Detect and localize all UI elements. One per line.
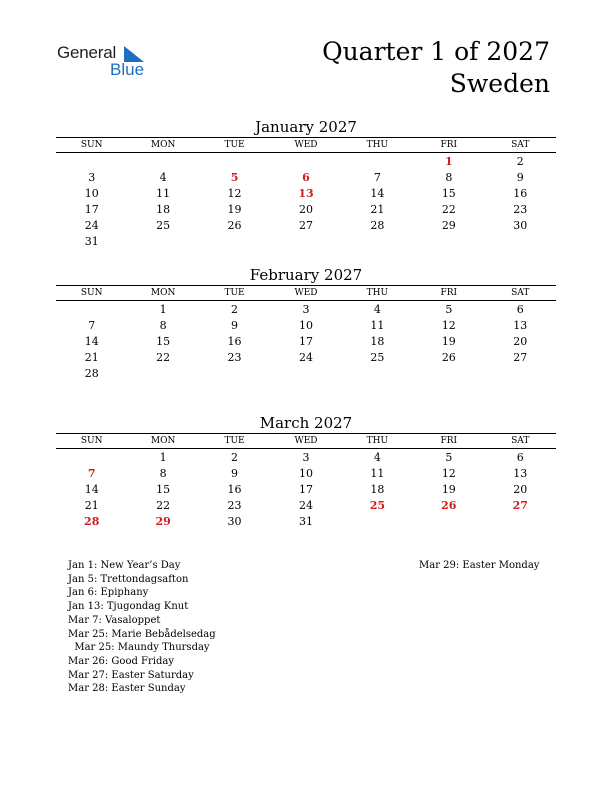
weekday-label: MON	[150, 436, 176, 446]
week-row	[56, 154, 556, 170]
day-cell: 30	[513, 219, 528, 232]
day-cell: 2	[231, 303, 239, 316]
day-cell: 27	[512, 499, 528, 512]
day-cell: 24	[84, 219, 99, 232]
day-cell: 5	[445, 303, 453, 316]
day-cell: 22	[156, 351, 171, 364]
day-cell: 27	[513, 351, 528, 364]
holiday-note: Mar 26: Good Friday	[68, 655, 174, 667]
day-cell: 24	[298, 351, 313, 364]
day-cell: 31	[84, 235, 99, 248]
holiday-note: Jan 1: New Year’s Day	[68, 560, 181, 571]
day-cell: 5	[445, 451, 453, 464]
day-cell: 6	[516, 451, 524, 464]
day-cell: 8	[159, 467, 167, 480]
weekday-label: WED	[294, 140, 318, 150]
day-cell: 6	[302, 171, 310, 184]
day-cell: 26	[441, 351, 456, 364]
day-cell: 2	[516, 155, 524, 168]
day-cell: 18	[370, 335, 385, 348]
day-cell	[199, 154, 270, 170]
day-cell: 25	[369, 499, 386, 512]
day-cell: 14	[84, 335, 99, 348]
weekday-header	[56, 137, 556, 153]
day-cell	[56, 450, 127, 466]
day-cell: 17	[298, 335, 313, 348]
day-cell: 16	[513, 187, 528, 200]
holiday-note: Jan 5: Trettondagsafton	[68, 573, 189, 585]
day-cell: 25	[156, 219, 171, 232]
day-cell: 7	[373, 171, 381, 184]
day-cell: 3	[302, 451, 310, 464]
day-cell: 15	[156, 483, 171, 496]
day-cell: 4	[373, 451, 381, 464]
holiday-list-right	[419, 559, 539, 573]
holiday-note: Mar 27: Easter Saturday	[68, 669, 194, 681]
day-cell: 23	[227, 351, 242, 364]
day-cell: 29	[155, 515, 171, 528]
day-cell	[270, 154, 341, 170]
weekday-label: TUE	[224, 140, 245, 150]
day-cell: 21	[370, 203, 385, 216]
day-cell	[56, 302, 127, 318]
weekday-label: MON	[150, 140, 176, 150]
holiday-note: Mar 25: Maundy Thursday	[68, 642, 210, 654]
day-cell: 18	[370, 483, 385, 496]
day-cell	[199, 234, 270, 250]
day-cell: 6	[516, 303, 524, 316]
weekday-label: TUE	[224, 436, 245, 446]
week-row	[56, 366, 556, 382]
weekday-label: THU	[366, 288, 389, 298]
day-cell: 21	[84, 351, 99, 364]
day-cell: 9	[516, 171, 524, 184]
week-row	[56, 170, 556, 186]
day-cell: 4	[159, 171, 167, 184]
week-row	[56, 482, 556, 498]
day-cell: 20	[513, 335, 528, 348]
page-header	[322, 36, 550, 100]
day-cell: 10	[298, 467, 313, 480]
day-cell: 17	[84, 203, 99, 216]
day-cell	[342, 366, 413, 382]
month-calendar	[56, 117, 556, 250]
day-cell: 7	[87, 467, 96, 480]
day-cell: 1	[159, 451, 167, 464]
day-cell: 13	[513, 467, 528, 480]
weekday-label: SUN	[80, 140, 103, 150]
day-cell: 28	[84, 367, 99, 380]
weekday-label: SAT	[511, 288, 530, 298]
day-cell: 10	[298, 319, 313, 332]
day-cell	[342, 234, 413, 250]
day-cell: 19	[441, 335, 456, 348]
day-cell: 14	[84, 483, 99, 496]
weekday-label: THU	[366, 436, 389, 446]
day-cell: 20	[298, 203, 313, 216]
day-cell: 11	[370, 467, 385, 480]
holiday-list-left	[68, 559, 216, 696]
day-cell	[413, 366, 484, 382]
day-cell: 31	[298, 515, 313, 528]
day-cell	[342, 154, 413, 170]
weekday-label: SUN	[80, 288, 103, 298]
day-cell: 11	[156, 187, 171, 200]
day-cell	[270, 366, 341, 382]
day-cell: 16	[227, 483, 242, 496]
day-cell: 28	[370, 219, 385, 232]
day-cell: 10	[84, 187, 99, 200]
week-row	[56, 186, 556, 202]
month-calendar	[56, 413, 556, 530]
day-cell: 14	[370, 187, 385, 200]
holiday-note: Mar 25: Marie Bebådelsedag	[68, 628, 216, 640]
week-row	[56, 350, 556, 366]
month-title: February 2027	[249, 266, 363, 284]
weekday-label: SAT	[511, 436, 530, 446]
page-title: Quarter 1 of 2027	[322, 37, 550, 66]
day-cell: 11	[370, 319, 385, 332]
month-title: March 2027	[259, 414, 353, 432]
week-row	[56, 318, 556, 334]
month-calendar	[56, 265, 556, 382]
day-cell	[127, 234, 198, 250]
day-cell: 17	[298, 483, 313, 496]
weekday-label: WED	[294, 436, 318, 446]
day-cell: 22	[441, 203, 456, 216]
country-name: Sweden	[449, 69, 550, 98]
week-row	[56, 450, 556, 466]
day-cell: 7	[88, 319, 96, 332]
day-cell: 3	[88, 171, 96, 184]
day-cell: 27	[298, 219, 313, 232]
day-cell: 19	[227, 203, 242, 216]
weekday-label: SAT	[511, 140, 530, 150]
week-row	[56, 202, 556, 218]
day-cell: 15	[156, 335, 171, 348]
weekday-label: FRI	[440, 288, 458, 298]
day-cell: 20	[513, 483, 528, 496]
day-cell: 3	[302, 303, 310, 316]
holiday-note: Mar 28: Easter Sunday	[68, 683, 186, 695]
day-cell: 12	[441, 467, 456, 480]
weekday-label: MON	[150, 288, 176, 298]
day-cell: 29	[441, 219, 456, 232]
day-cell: 28	[84, 515, 100, 528]
generalblue-logo	[57, 43, 157, 83]
weekday-header	[56, 285, 556, 301]
day-cell: 19	[441, 483, 456, 496]
holiday-note: Mar 29: Easter Monday	[419, 560, 540, 571]
holiday-note: Jan 6: Epiphany	[68, 587, 149, 599]
week-row	[56, 234, 556, 250]
week-row	[56, 334, 556, 350]
day-cell: 1	[444, 155, 453, 168]
day-cell	[127, 154, 198, 170]
day-cell: 25	[370, 351, 385, 364]
day-cell: 8	[445, 171, 453, 184]
day-cell: 9	[231, 467, 239, 480]
week-row	[56, 514, 556, 530]
week-row	[56, 302, 556, 318]
day-cell	[413, 514, 484, 530]
day-cell: 13	[513, 319, 528, 332]
logo-text-blue: Blue	[110, 60, 145, 79]
day-cell: 26	[227, 219, 242, 232]
day-cell: 18	[156, 203, 171, 216]
day-cell: 22	[156, 499, 171, 512]
weekday-label: TUE	[224, 288, 245, 298]
holiday-note: Jan 13: Tjugondag Knut	[68, 601, 189, 613]
day-cell: 23	[227, 499, 242, 512]
day-cell: 9	[231, 319, 239, 332]
day-cell: 5	[230, 171, 239, 184]
day-cell	[199, 366, 270, 382]
day-cell: 16	[227, 335, 242, 348]
day-cell	[127, 366, 198, 382]
day-cell	[485, 366, 556, 382]
weekday-label: SUN	[80, 436, 103, 446]
day-cell: 2	[231, 451, 239, 464]
weekday-header	[56, 433, 556, 449]
day-cell: 4	[373, 303, 381, 316]
week-row	[56, 466, 556, 482]
day-cell	[485, 234, 556, 250]
day-cell	[56, 154, 127, 170]
day-cell: 8	[159, 319, 167, 332]
day-cell: 12	[227, 187, 242, 200]
weekday-label: WED	[294, 288, 318, 298]
day-cell: 26	[441, 499, 457, 512]
day-cell	[270, 234, 341, 250]
day-cell: 21	[84, 499, 99, 512]
day-cell: 1	[159, 303, 167, 316]
day-cell: 12	[441, 319, 456, 332]
month-title: January 2027	[255, 118, 357, 136]
day-cell	[342, 514, 413, 530]
day-cell	[485, 514, 556, 530]
week-row	[56, 498, 556, 514]
day-cell: 30	[227, 515, 242, 528]
day-cell: 15	[441, 187, 456, 200]
day-cell: 24	[298, 499, 313, 512]
week-row	[56, 218, 556, 234]
holiday-note: Mar 7: Vasaloppet	[68, 614, 161, 626]
day-cell: 13	[298, 187, 314, 200]
logo-text-general: General	[57, 43, 117, 62]
weekday-label: FRI	[440, 140, 458, 150]
weekday-label: THU	[366, 140, 389, 150]
day-cell	[413, 234, 484, 250]
day-cell: 23	[513, 203, 528, 216]
weekday-label: FRI	[440, 436, 458, 446]
